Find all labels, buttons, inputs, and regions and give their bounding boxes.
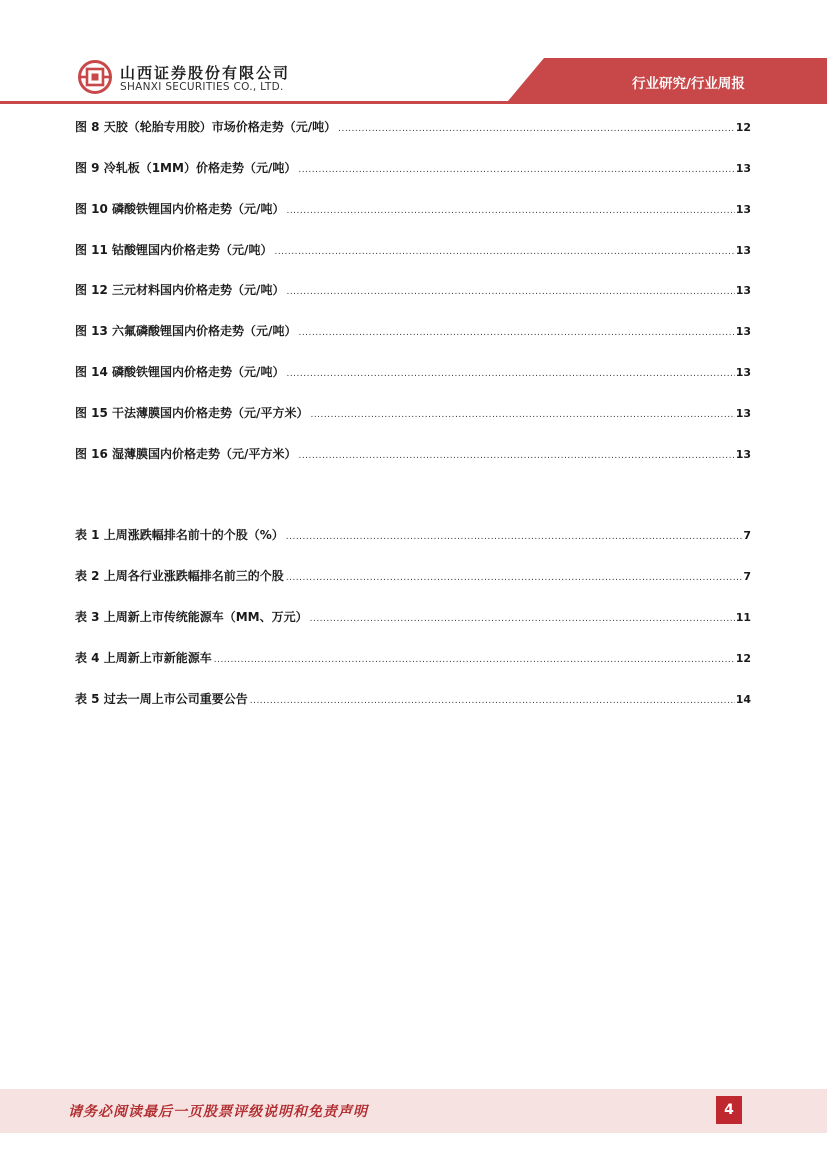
toc-entry-table-2[interactable] bbox=[75, 567, 751, 587]
toc-page-number: 13 bbox=[735, 284, 751, 297]
page-number-badge: 4 bbox=[716, 1096, 742, 1124]
dot-leader bbox=[286, 287, 734, 297]
toc-entry-figure-10[interactable] bbox=[75, 200, 751, 220]
toc-entry-figure-11[interactable] bbox=[75, 241, 751, 261]
toc-entry-label: 表 5 过去一周上市公司重要公告 bbox=[75, 692, 248, 706]
toc-entry-label: 图 12 三元材料国内价格走势（元/吨） bbox=[75, 283, 285, 297]
toc-entry-label: 图 13 六氟磷酸锂国内价格走势（元/吨） bbox=[75, 324, 297, 338]
company-logo-icon bbox=[78, 60, 112, 94]
company-name-cn: 山西证券股份有限公司 bbox=[120, 64, 291, 82]
toc-entry-table-1[interactable] bbox=[75, 526, 751, 546]
toc-entry-table-3[interactable] bbox=[75, 608, 751, 628]
toc-page-number: 7 bbox=[743, 529, 751, 542]
dot-leader bbox=[214, 655, 735, 665]
company-name-en: SHANXI SECURITIES CO., LTD. bbox=[120, 81, 284, 93]
dot-leader bbox=[286, 532, 743, 542]
toc-entry-label: 表 2 上周各行业涨跌幅排名前三的个股 bbox=[75, 569, 284, 583]
dot-leader bbox=[310, 410, 734, 420]
dot-leader bbox=[250, 696, 735, 706]
toc-page-number: 13 bbox=[735, 407, 751, 420]
toc-page-number: 14 bbox=[735, 693, 751, 706]
toc-entry-figure-8[interactable] bbox=[75, 118, 751, 138]
toc-page-number: 11 bbox=[735, 611, 751, 624]
toc-entry-label: 图 14 磷酸铁锂国内价格走势（元/吨） bbox=[75, 365, 285, 379]
dot-leader bbox=[298, 328, 734, 338]
toc-page-number: 13 bbox=[735, 162, 751, 175]
toc-entry-table-5[interactable] bbox=[75, 690, 751, 710]
toc-entry-label: 图 10 磷酸铁锂国内价格走势（元/吨） bbox=[75, 202, 285, 216]
dot-leader bbox=[298, 451, 734, 461]
toc-page-number: 13 bbox=[735, 203, 751, 216]
toc-entry-label: 图 16 湿薄膜国内价格走势（元/平方米） bbox=[75, 447, 297, 461]
toc-entry-label: 表 1 上周涨跌幅排名前十的个股（%） bbox=[75, 528, 284, 542]
toc-page-number: 12 bbox=[735, 121, 751, 134]
toc-entry-figure-9[interactable] bbox=[75, 159, 751, 179]
dot-leader bbox=[338, 124, 735, 134]
toc-entry-label: 图 15 干法薄膜国内价格走势（元/平方米） bbox=[75, 406, 309, 420]
dot-leader bbox=[286, 369, 734, 379]
toc-entry-label: 图 8 天胶（轮胎专用胶）市场价格走势（元/吨） bbox=[75, 120, 337, 134]
toc-entry-figure-15[interactable] bbox=[75, 404, 751, 424]
toc-entry-figure-12[interactable] bbox=[75, 281, 751, 301]
dot-leader bbox=[310, 614, 735, 624]
dot-leader bbox=[286, 573, 743, 583]
toc-page-number: 13 bbox=[735, 448, 751, 461]
toc-page-number: 7 bbox=[743, 570, 751, 583]
report-type-label: 行业研究/行业周报 bbox=[632, 76, 745, 92]
toc-entry-label: 表 3 上周新上市传统能源车（MM、万元） bbox=[75, 610, 308, 624]
toc-page-number: 12 bbox=[735, 652, 751, 665]
dot-leader bbox=[286, 206, 734, 216]
toc-entry-figure-13[interactable] bbox=[75, 322, 751, 342]
disclaimer-notice: 请务必阅读最后一页股票评级说明和免责声明 bbox=[68, 1104, 368, 1120]
toc-page-number: 13 bbox=[735, 244, 751, 257]
toc-entry-label: 图 9 冷轧板（1MM）价格走势（元/吨） bbox=[75, 161, 297, 175]
toc-page-number: 13 bbox=[735, 325, 751, 338]
dot-leader bbox=[298, 165, 734, 175]
toc-entry-figure-14[interactable] bbox=[75, 363, 751, 383]
dot-leader bbox=[274, 247, 734, 257]
toc-entry-figure-16[interactable] bbox=[75, 445, 751, 465]
header-divider bbox=[0, 101, 827, 104]
toc-entry-label: 表 4 上周新上市新能源车 bbox=[75, 651, 212, 665]
toc-entry-table-4[interactable] bbox=[75, 649, 751, 669]
page-header bbox=[0, 0, 827, 104]
toc-page-number: 13 bbox=[735, 366, 751, 379]
toc-entry-label: 图 11 钴酸锂国内价格走势（元/吨） bbox=[75, 243, 273, 257]
